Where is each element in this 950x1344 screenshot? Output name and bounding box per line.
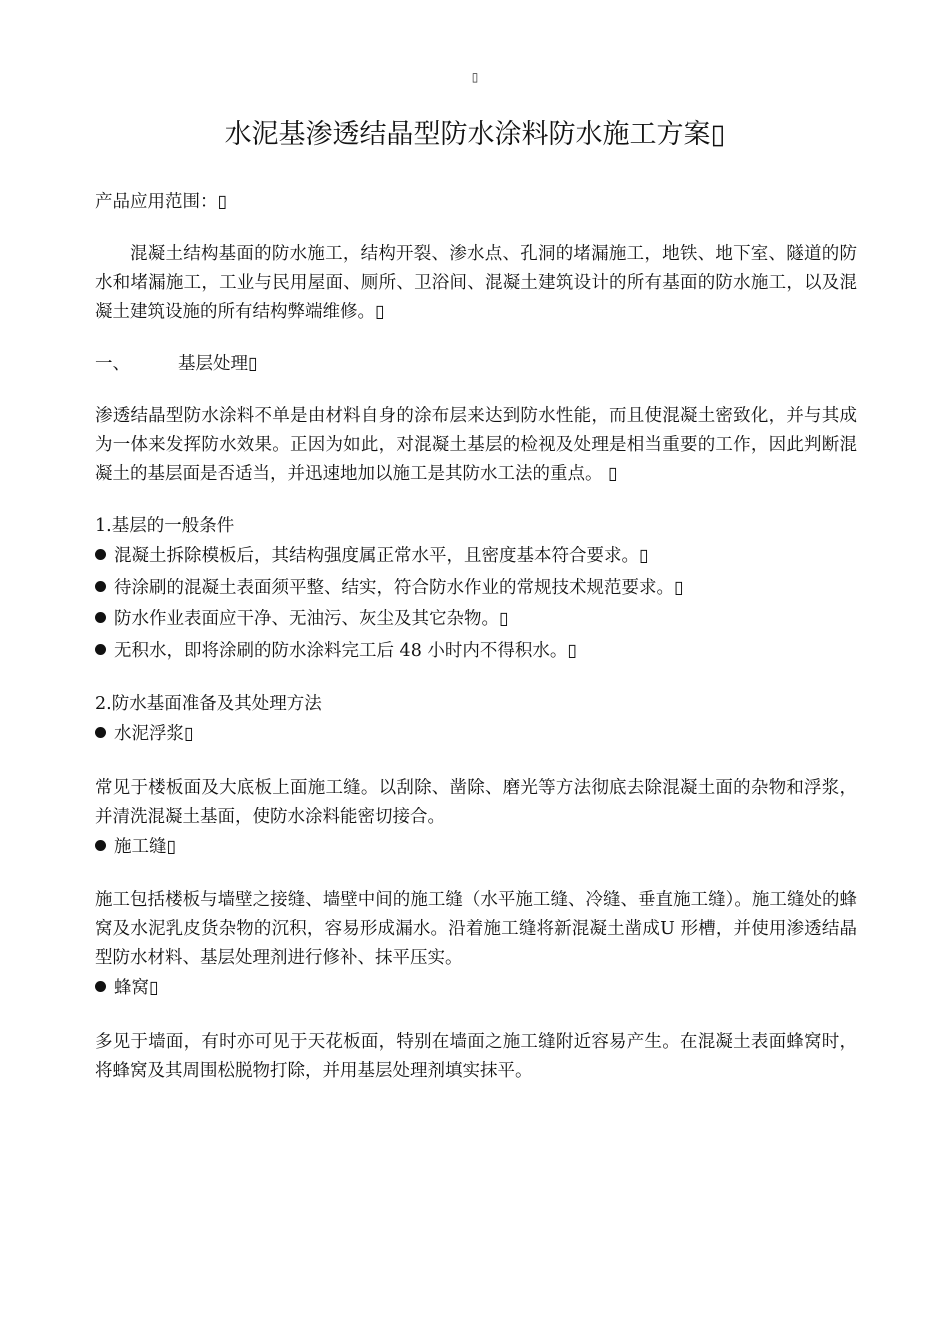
subsection-2-heading: 2.防水基面准备及其处理方法 (95, 694, 322, 714)
bullet-icon (95, 840, 106, 851)
section-1-text: 渗透结晶型防水涂料不单是由材料自身的涂布层来达到防水性能，而且使混凝土密致化，并与其成为一体来发挥防水效果。正因为如此，对混凝土基层的检视及处理是相当重要的工作，因此判断混凝土的基层面是否适当，并迅速地加以施工是其防水工法的重点。 ▯ (95, 406, 857, 484)
list-item-text: 待涂刷的混凝土表面须平整、结实，符合防水作业的常规技术规范要求。▯ (114, 577, 684, 598)
section-1-number: 一、 (95, 354, 130, 374)
list-item-text: 无积水，即将涂刷的防水涂料完工后 48 小时内不得积水。▯ (114, 640, 578, 661)
list-item (95, 832, 857, 864)
bullet-icon (95, 581, 106, 592)
document-title: 水泥基渗透结晶型防水涂料防水施工方案▯ (224, 119, 726, 150)
laitance-text: 常见于楼板面及大底板上面施工缝。以刮除、凿除、磨光等方法彻底去除混凝土面的杂物和浮浆，并清洗混凝土基面，使防水涂料能密切接合。 (95, 777, 857, 827)
joint-label: 施工缝▯ (114, 836, 177, 857)
list-item (95, 719, 857, 751)
subsection-1-heading: 1.基层的一般条件 (95, 516, 235, 536)
joint-text: 施工包括楼板与墙壁之接缝、墙壁中间的施工缝（水平施工缝、冷缝、垂直施工缝）。施工缝处的蜂窝及水泥乳皮货杂物的沉积，容易形成漏水。沿着施工缝将新混凝土凿成U 形槽，并使用渗透结晶型防水材料、基层处理剂进行修补、抹平压实。 (95, 890, 857, 968)
scope-heading: 产品应用范围：▯ (95, 192, 228, 212)
bullet-icon (95, 727, 106, 738)
scope-text: 混凝土结构基面的防水施工，结构开裂、渗水点、孔洞的堵漏施工，地铁、地下室、隧道的防水和堵漏施工，工业与民用屋面、厕所、卫浴间、混凝土建筑设计的所有基面的防水施工，以及混凝土建筑设施的所有结构弊端维修。▯ (95, 244, 857, 322)
honeycomb-label: 蜂窝▯ (114, 978, 159, 998)
section-1-heading (95, 350, 857, 379)
header-mark: ▯ (471, 70, 479, 84)
conditions-list (95, 541, 857, 667)
list-item (95, 541, 857, 573)
list-item-text: 混凝土拆除模板后，其结构强度属正常水平，且密度基本符合要求。▯ (114, 546, 649, 566)
bullet-icon (95, 981, 106, 992)
honeycomb-heading (95, 973, 857, 1005)
joint-heading (95, 832, 857, 864)
bullet-icon (95, 612, 106, 623)
list-item-text: 防水作业表面应干净、无油污、灰尘及其它杂物。▯ (114, 609, 509, 629)
laitance-heading (95, 719, 857, 751)
honeycomb-text: 多见于墙面，有时亦可见于天花板面，特别在墙面之施工缝附近容易产生。在混凝土表面蜂窝时，将蜂窝及其周围松脱物打除，并用基层处理剂填实抹平。 (95, 1031, 857, 1081)
list-item (95, 973, 857, 1005)
list-item (95, 573, 857, 605)
list-item (95, 636, 857, 668)
document-body (95, 188, 857, 1086)
bullet-icon (95, 644, 106, 655)
bullet-icon (95, 549, 106, 560)
section-1-title: 基层处理▯ (178, 354, 258, 374)
laitance-label: 水泥浮浆▯ (114, 724, 194, 744)
list-item (95, 604, 857, 636)
